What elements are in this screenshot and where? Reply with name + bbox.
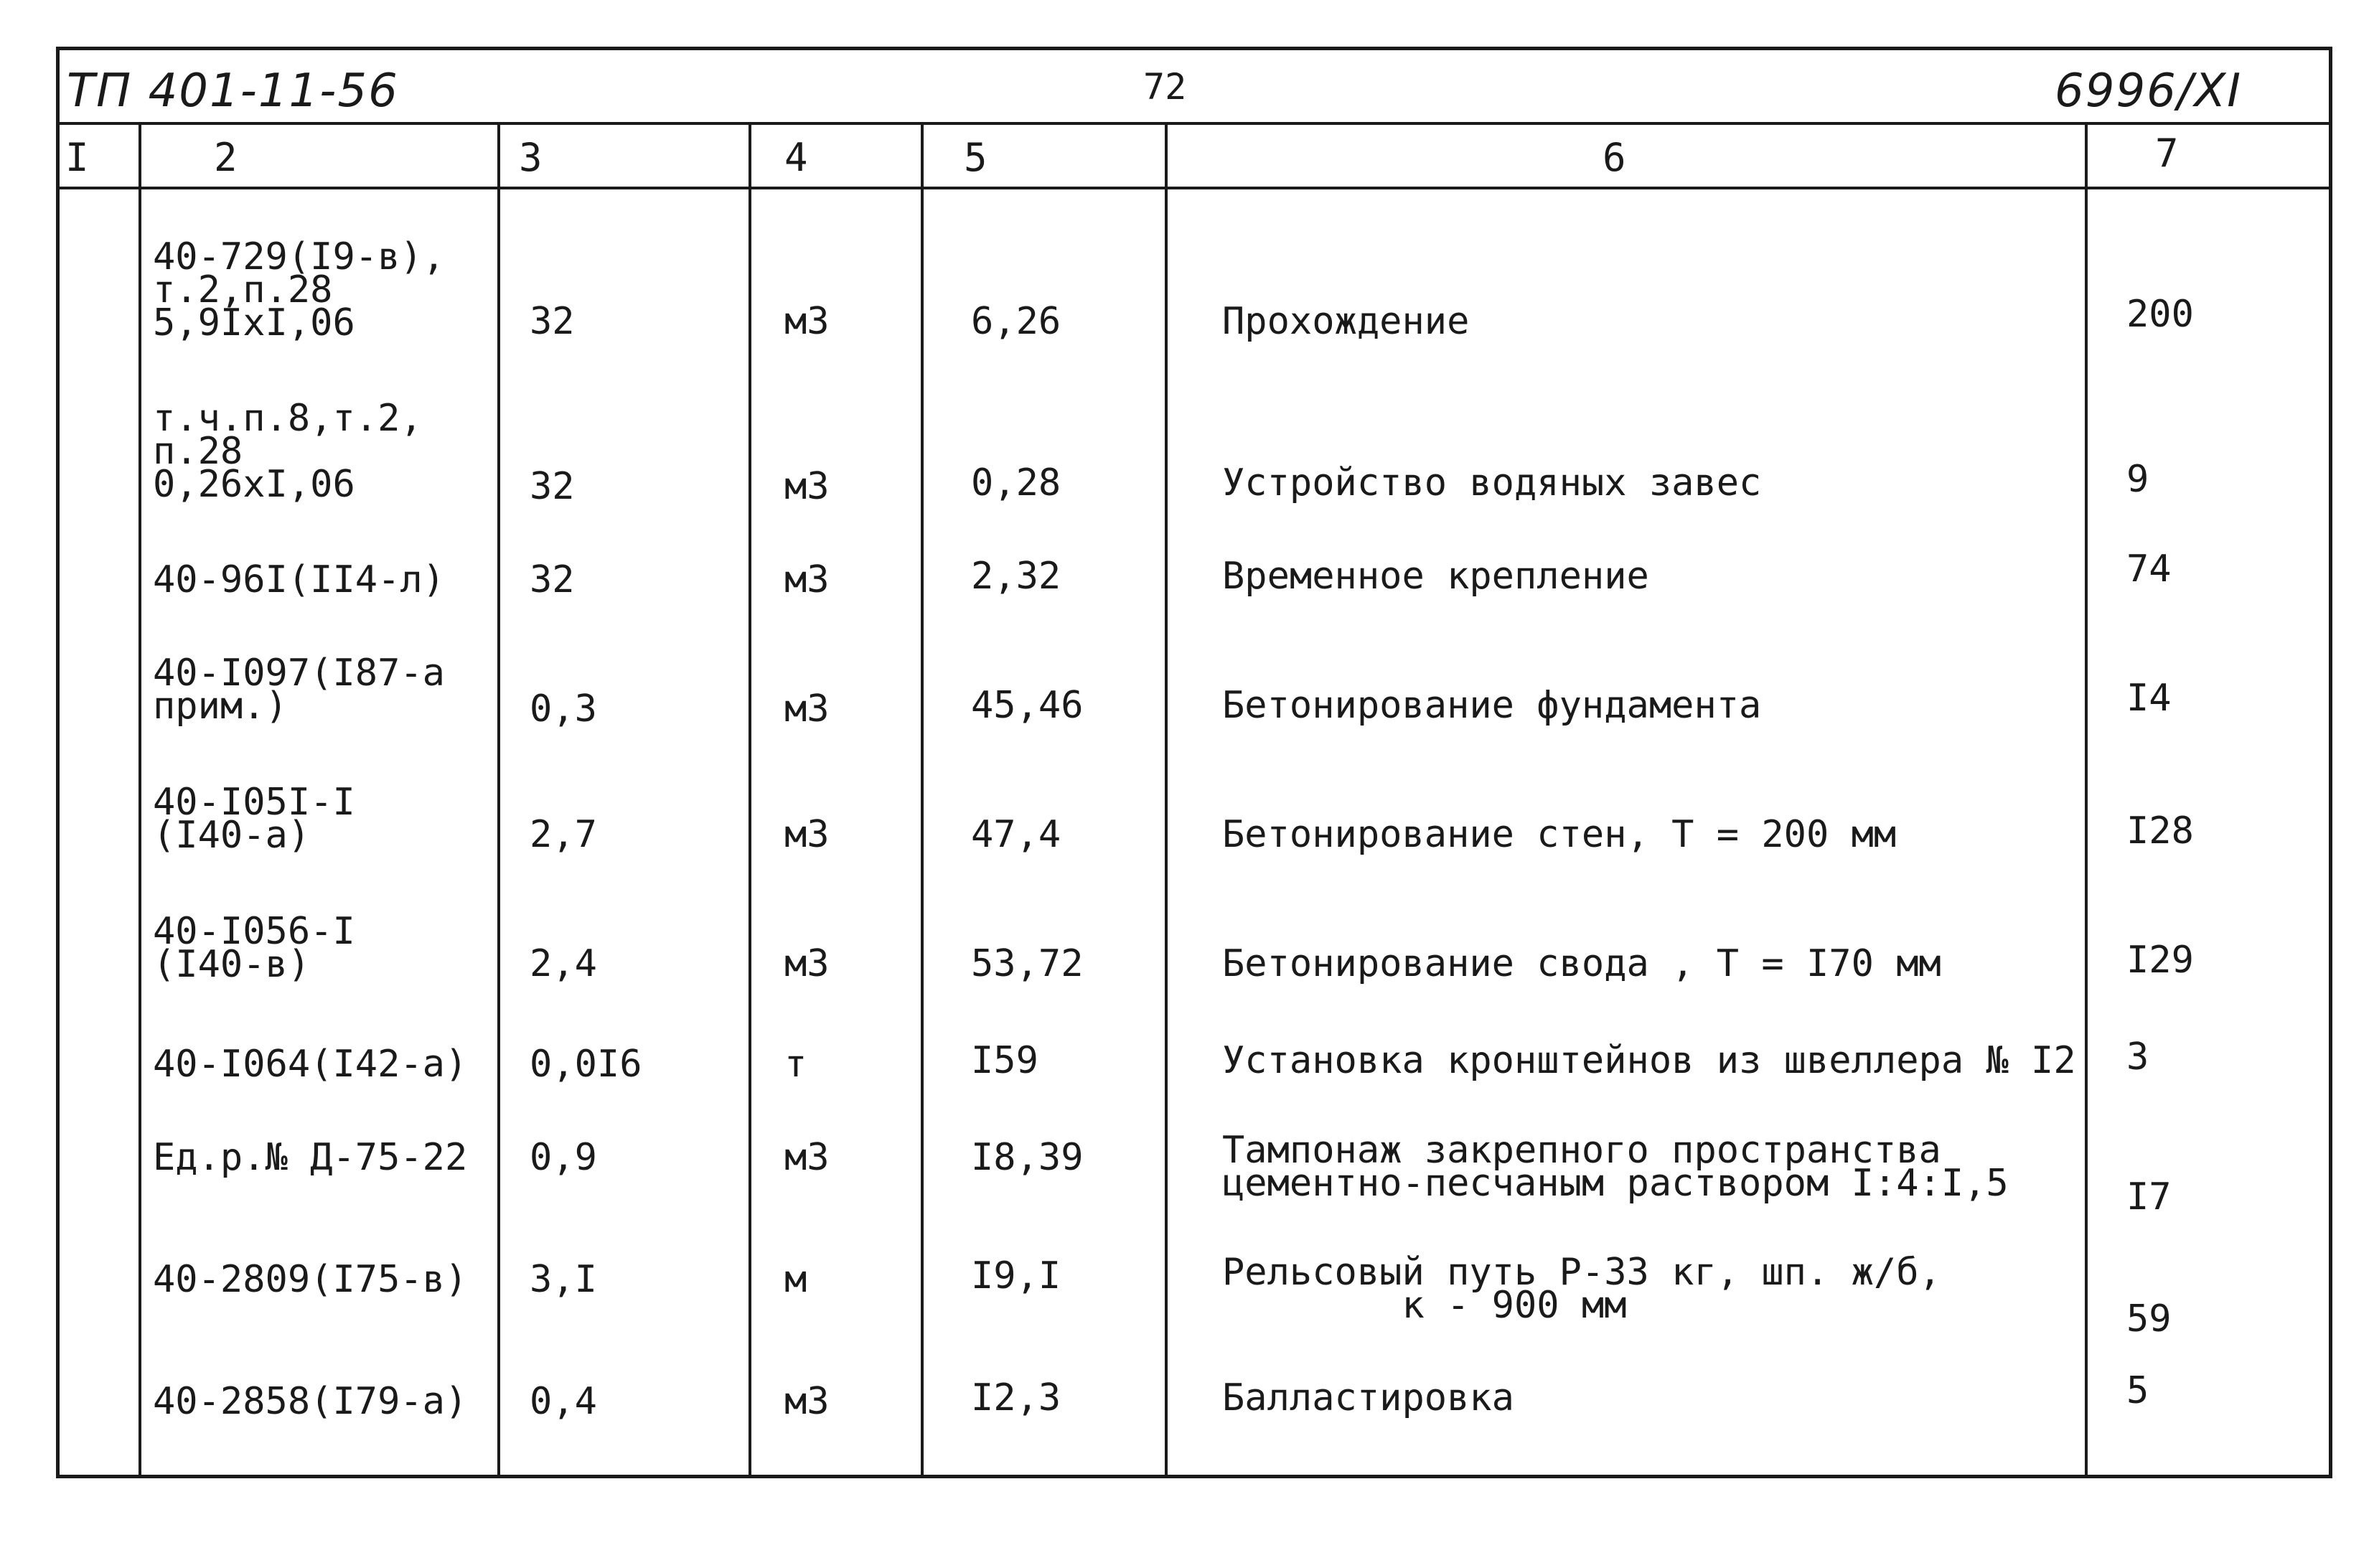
cell-quantity: 0,4: [530, 1380, 597, 1423]
cell-unit: м3: [784, 1136, 830, 1179]
cell-total: 3: [2126, 1036, 2149, 1079]
cell-unit: м3: [784, 1380, 830, 1423]
cell-rate: I8,39: [971, 1136, 1084, 1179]
cell-total: 59: [2126, 1297, 2172, 1341]
column-number-5: 5: [964, 135, 987, 180]
reference-code: 6996/XI: [2055, 65, 2243, 118]
column-number-divider: [60, 187, 2329, 189]
cell-description: Рельсовый путь Р-33 кг, шп. ж/б, к - 900 мм: [1222, 1251, 1941, 1327]
cell-quantity: 2,4: [530, 942, 597, 985]
cell-description: Бетонирование фундамента: [1222, 684, 1762, 727]
cell-quantity: 32: [530, 465, 575, 508]
cell-norm-reference: 40-2809(I75-в): [153, 1258, 468, 1301]
cell-total: I4: [2126, 677, 2172, 720]
form-sheet: [56, 47, 2332, 1478]
cell-quantity: 32: [530, 558, 575, 601]
cell-description: Установка кронштейнов из швеллера № I2: [1222, 1039, 2076, 1082]
column-number-7: 7: [2155, 131, 2179, 176]
cell-unit: м3: [784, 942, 830, 985]
cell-total: I28: [2126, 809, 2194, 853]
column-number-2: 2: [214, 135, 238, 180]
cell-description: Бетонирование свода , Т = I70 мм: [1222, 942, 1941, 985]
cell-rate: 45,46: [971, 684, 1084, 727]
cell-quantity: 0,9: [530, 1136, 597, 1179]
column-number-3: 3: [519, 135, 543, 180]
cell-description: Тампонаж закрепного пространства цементно-песчаным раствором I:4:I,5: [1222, 1129, 2009, 1205]
cell-norm-reference: 40-I056-I (I40-в): [153, 910, 355, 986]
cell-rate: I2,3: [971, 1376, 1061, 1419]
cell-norm-reference: 40-96I(II4-л): [153, 558, 445, 601]
column-divider: [497, 122, 500, 1475]
cell-description: Балластировка: [1222, 1376, 1514, 1419]
cell-unit: м3: [784, 558, 830, 601]
cell-total: 200: [2126, 293, 2194, 336]
cell-norm-reference: 40-I05I-I (I40-а): [153, 781, 355, 857]
column-divider: [139, 122, 141, 1475]
cell-norm-reference: Ед.р.№ Д-75-22: [153, 1136, 468, 1179]
document-code: ТП 401-11-56: [67, 65, 399, 118]
cell-quantity: 0,0I6: [530, 1043, 642, 1086]
cell-unit: м: [784, 1258, 807, 1301]
column-number-1: I: [65, 135, 89, 180]
cell-unit: м3: [784, 465, 830, 508]
cell-rate: 2,32: [971, 555, 1061, 598]
cell-description: Временное крепление: [1222, 555, 1649, 598]
cell-total: I29: [2126, 939, 2194, 982]
cell-rate: I9,I: [971, 1254, 1061, 1297]
cell-description: Прохождение: [1222, 300, 1470, 343]
column-divider: [1165, 122, 1168, 1475]
column-number-6: 6: [1603, 135, 1626, 180]
cell-total: 5: [2126, 1369, 2149, 1412]
cell-unit: т: [784, 1043, 807, 1086]
cell-quantity: 32: [530, 300, 575, 343]
cell-rate: 6,26: [971, 300, 1061, 343]
cell-total: I7: [2126, 1175, 2172, 1219]
cell-description: Устройство водяных завес: [1222, 461, 1762, 504]
cell-norm-reference: 40-I097(I87-а прим.): [153, 652, 445, 728]
column-divider: [921, 122, 924, 1475]
cell-unit: м3: [784, 813, 830, 856]
cell-norm-reference: 40-I064(I42-а): [153, 1043, 468, 1086]
cell-quantity: 2,7: [530, 813, 597, 856]
cell-unit: м3: [784, 687, 830, 731]
cell-rate: 53,72: [971, 942, 1084, 985]
column-divider: [749, 122, 751, 1475]
column-number-4: 4: [784, 135, 808, 180]
cell-norm-reference: 40-729(I9-в), т.2,п.28 5,9IxI,06: [153, 235, 445, 344]
cell-description: Бетонирование стен, Т = 200 мм: [1222, 813, 1897, 856]
cell-quantity: 3,I: [530, 1258, 597, 1301]
cell-rate: 47,4: [971, 813, 1061, 856]
page-number: 72: [1143, 66, 1187, 108]
header-divider: [60, 122, 2329, 125]
cell-rate: 0,28: [971, 461, 1061, 504]
cell-quantity: 0,3: [530, 687, 597, 731]
cell-rate: I59: [971, 1039, 1038, 1082]
cell-total: 74: [2126, 548, 2172, 591]
column-divider: [2085, 122, 2088, 1475]
cell-unit: м3: [784, 300, 830, 343]
cell-norm-reference: 40-2858(I79-а): [153, 1380, 468, 1423]
cell-total: 9: [2126, 458, 2149, 501]
cell-norm-reference: т.ч.п.8,т.2, п.28 0,26xI,06: [153, 397, 423, 506]
